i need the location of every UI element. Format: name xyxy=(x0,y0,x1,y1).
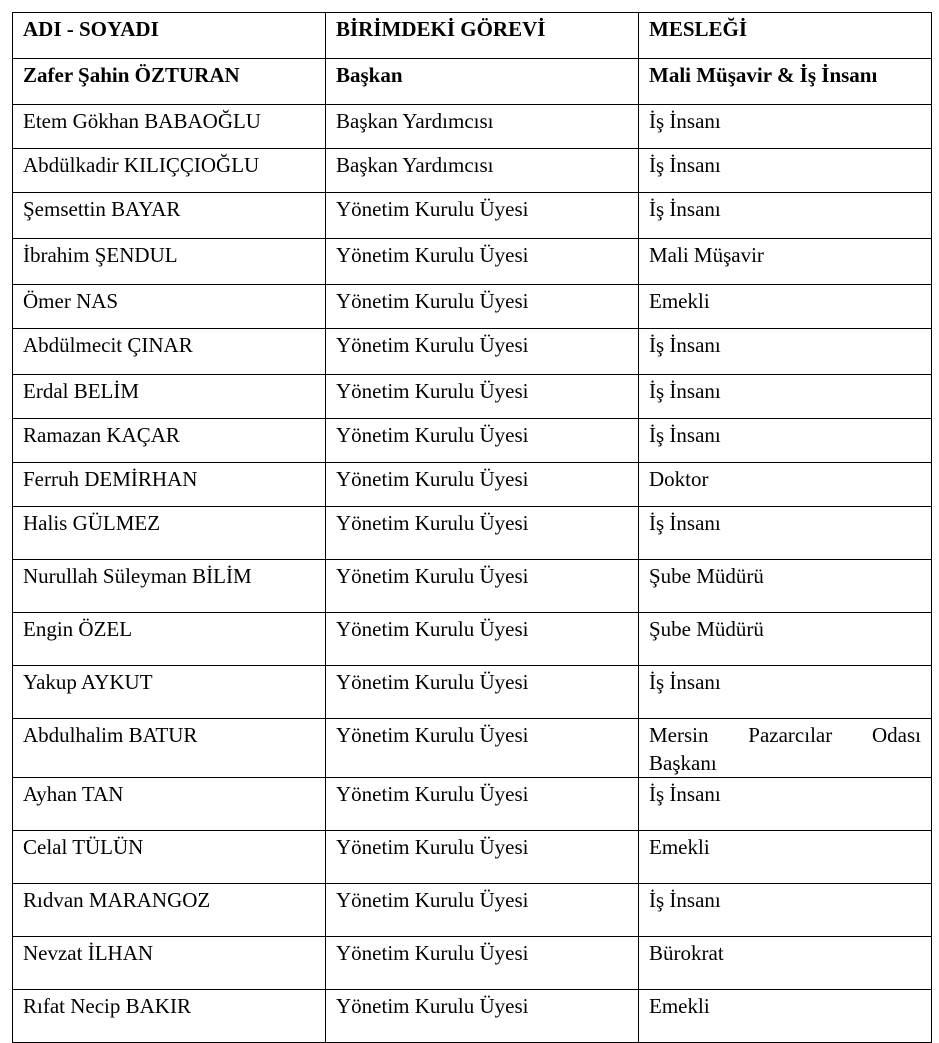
cell-role: Yönetim Kurulu Üyesi xyxy=(326,666,639,719)
cell-role: Yönetim Kurulu Üyesi xyxy=(326,990,639,1043)
cell-profession: Emekli xyxy=(639,285,932,329)
cell-profession: Emekli xyxy=(639,990,932,1043)
cell-role: Yönetim Kurulu Üyesi xyxy=(326,329,639,375)
cell-role: Yönetim Kurulu Üyesi xyxy=(326,560,639,613)
cell-name: Zafer Şahin ÖZTURAN xyxy=(13,59,326,105)
table-row xyxy=(13,285,932,329)
table-row xyxy=(13,419,932,463)
cell-name: Abdülkadir KILIÇÇIOĞLU xyxy=(13,149,326,193)
cell-name: Etem Gökhan BABAOĞLU xyxy=(13,105,326,149)
cell-role: Yönetim Kurulu Üyesi xyxy=(326,507,639,560)
cell-profession: İş İnsanı xyxy=(639,419,932,463)
cell-profession: Şube Müdürü xyxy=(639,613,932,666)
table-header-row xyxy=(13,13,932,59)
cell-role: Yönetim Kurulu Üyesi xyxy=(326,463,639,507)
table-row xyxy=(13,329,932,375)
cell-role: Yönetim Kurulu Üyesi xyxy=(326,285,639,329)
cell-name: Halis GÜLMEZ xyxy=(13,507,326,560)
board-members-table xyxy=(12,12,932,1043)
cell-role: Başkan Yardımcısı xyxy=(326,105,639,149)
header-name: ADI - SOYADI xyxy=(13,13,326,59)
cell-profession: İş İnsanı xyxy=(639,884,932,937)
cell-name: Nurullah Süleyman BİLİM xyxy=(13,560,326,613)
cell-profession: Emekli xyxy=(639,831,932,884)
table-row xyxy=(13,831,932,884)
cell-name: Rıdvan MARANGOZ xyxy=(13,884,326,937)
cell-name: Abdülmecit ÇINAR xyxy=(13,329,326,375)
cell-profession: Doktor xyxy=(639,463,932,507)
table-row xyxy=(13,884,932,937)
cell-profession: Bürokrat xyxy=(639,937,932,990)
cell-profession: İş İnsanı xyxy=(639,375,932,419)
cell-profession: İş İnsanı xyxy=(639,666,932,719)
cell-profession: İş İnsanı xyxy=(639,778,932,831)
cell-role: Yönetim Kurulu Üyesi xyxy=(326,193,639,239)
cell-name: Ayhan TAN xyxy=(13,778,326,831)
cell-name: Şemsettin BAYAR xyxy=(13,193,326,239)
cell-role: Başkan Yardımcısı xyxy=(326,149,639,193)
cell-role: Başkan xyxy=(326,59,639,105)
table-row xyxy=(13,937,932,990)
profession-line-2: Başkanı xyxy=(649,751,717,775)
cell-name: Ramazan KAÇAR xyxy=(13,419,326,463)
cell-name: Yakup AYKUT xyxy=(13,666,326,719)
table-row xyxy=(13,719,932,778)
cell-role: Yönetim Kurulu Üyesi xyxy=(326,778,639,831)
cell-profession: Şube Müdürü xyxy=(639,560,932,613)
table-row xyxy=(13,990,932,1043)
table-row xyxy=(13,59,932,105)
cell-role: Yönetim Kurulu Üyesi xyxy=(326,419,639,463)
cell-role: Yönetim Kurulu Üyesi xyxy=(326,613,639,666)
cell-profession: İş İnsanı xyxy=(639,193,932,239)
header-role: BİRİMDEKİ GÖREVİ xyxy=(326,13,639,59)
cell-role: Yönetim Kurulu Üyesi xyxy=(326,719,639,778)
cell-role: Yönetim Kurulu Üyesi xyxy=(326,884,639,937)
cell-name: İbrahim ŞENDUL xyxy=(13,239,326,285)
table-row xyxy=(13,666,932,719)
table-row xyxy=(13,463,932,507)
header-profession: MESLEĞİ xyxy=(639,13,932,59)
table-row xyxy=(13,507,932,560)
cell-role: Yönetim Kurulu Üyesi xyxy=(326,239,639,285)
cell-profession: Mali Müşavir xyxy=(639,239,932,285)
table-row xyxy=(13,105,932,149)
cell-name: Rıfat Necip BAKIR xyxy=(13,990,326,1043)
cell-name: Engin ÖZEL xyxy=(13,613,326,666)
table-row xyxy=(13,239,932,285)
cell-name: Nevzat İLHAN xyxy=(13,937,326,990)
cell-role: Yönetim Kurulu Üyesi xyxy=(326,831,639,884)
cell-profession: İş İnsanı xyxy=(639,149,932,193)
table-row xyxy=(13,613,932,666)
table-row xyxy=(13,193,932,239)
cell-profession: İş İnsanı xyxy=(639,105,932,149)
table-row xyxy=(13,149,932,193)
cell-name: Ömer NAS xyxy=(13,285,326,329)
cell-profession: Mali Müşavir & İş İnsanı xyxy=(639,59,932,105)
cell-name: Abdulhalim BATUR xyxy=(13,719,326,778)
cell-profession: İş İnsanı xyxy=(639,507,932,560)
cell-role: Yönetim Kurulu Üyesi xyxy=(326,937,639,990)
table-row xyxy=(13,778,932,831)
cell-profession xyxy=(639,719,932,778)
cell-name: Celal TÜLÜN xyxy=(13,831,326,884)
cell-role: Yönetim Kurulu Üyesi xyxy=(326,375,639,419)
profession-line-1: Mersin Pazarcılar Odası xyxy=(649,723,921,747)
table-row xyxy=(13,560,932,613)
cell-name: Erdal BELİM xyxy=(13,375,326,419)
cell-name: Ferruh DEMİRHAN xyxy=(13,463,326,507)
cell-profession: İş İnsanı xyxy=(639,329,932,375)
table-row xyxy=(13,375,932,419)
